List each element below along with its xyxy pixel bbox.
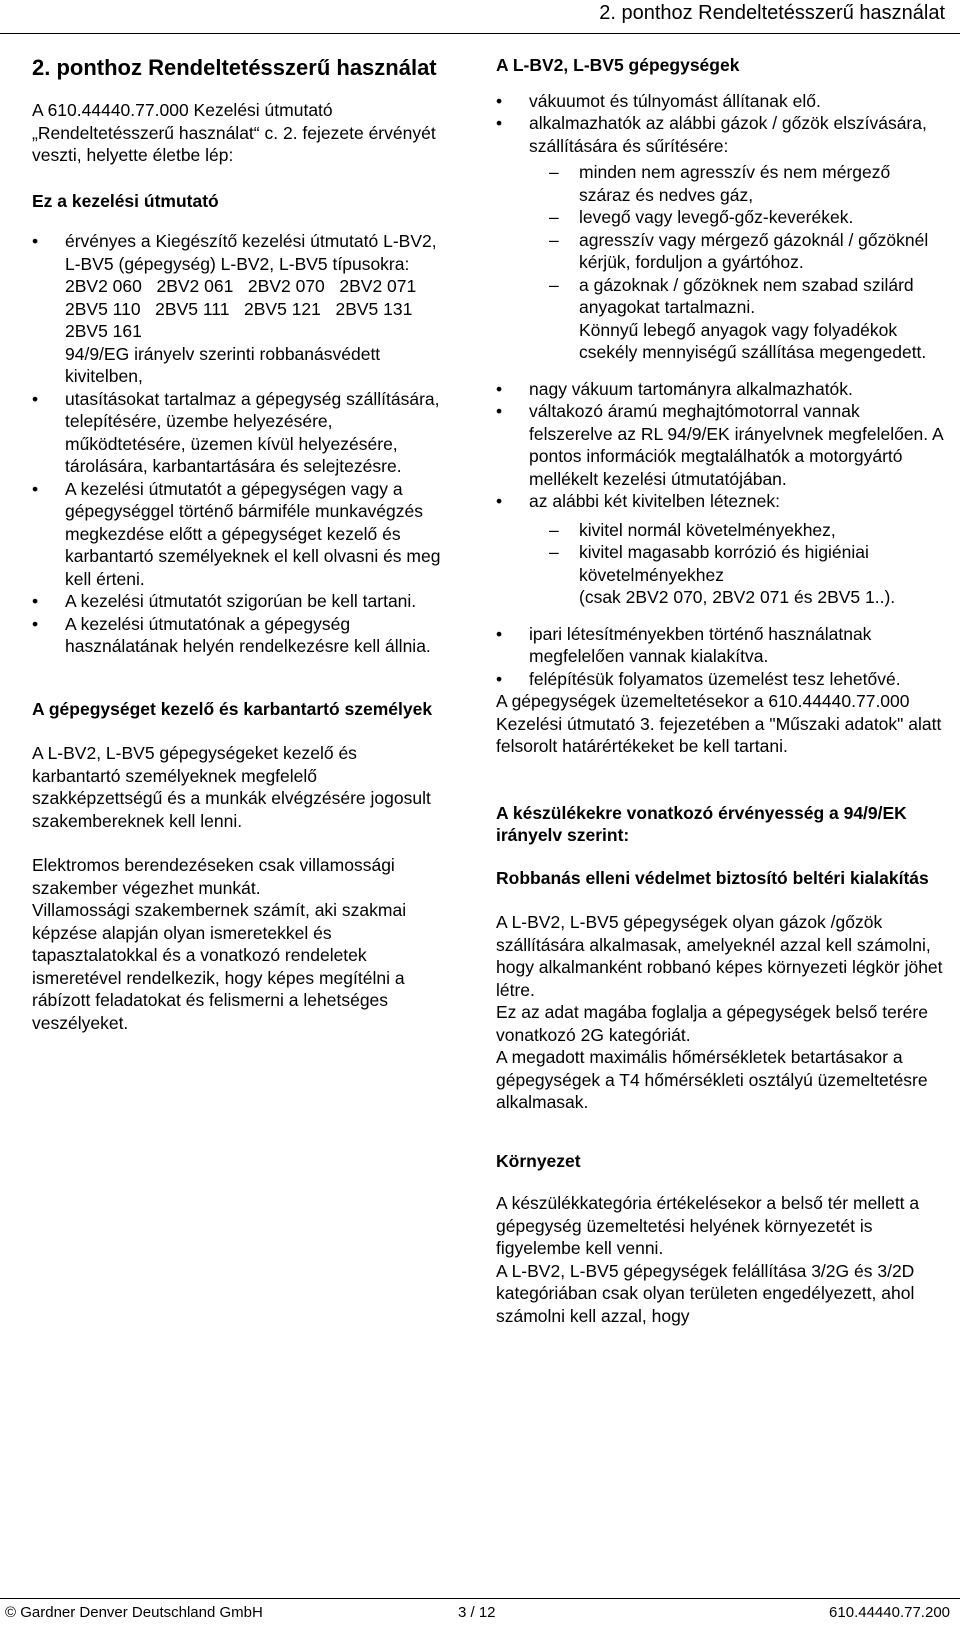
reference-paragraph: A 610.44440.77.000 Kezelési útmutató „Rendeltetésszerű használat“ c. 2. fejezete érvényét veszti, helyette életbe lép: bbox=[32, 100, 436, 165]
list-item: • nagy vákuum tartományra alkalmazhatók. bbox=[496, 378, 946, 401]
dash-item bbox=[549, 541, 946, 609]
dash-item bbox=[549, 274, 946, 364]
directive-text: 94/9/EG irányelv szerinti robbanásvédett kivitelben, bbox=[65, 343, 381, 386]
dash-item: – agresszív vagy mérgező gázoknál / gőzöknél kérjük, forduljon a gyártóhoz. bbox=[549, 229, 946, 274]
footer-page-number: 3 / 12 bbox=[458, 1604, 496, 1621]
bullet-text: az alábbi két kivitelben léteznek: bbox=[529, 491, 780, 511]
list-item: • utasításokat tartalmaz a gépegység szállítására, telepítésére, üzembe helyezésére, működtetésére, üzemen kívül helyezésére, tárolására, karbantartására és selejtezésre. bbox=[32, 388, 447, 478]
footer-company: © Gardner Denver Deutschland GmbH bbox=[5, 1604, 263, 1621]
explosion-paragraph-3: A megadott maximális hőmérsékletek betartásakor a gépegységek a T4 hőmérsékleti osztályú üzemeltetésre alkalmasak. bbox=[496, 1047, 928, 1112]
electrical-paragraph: Elektromos berendezéseken csak villamossági szakember végezhet munkát. bbox=[32, 855, 395, 898]
dash-continuation: Könnyű lebegő anyagok vagy folyadékok csekély mennyiségű szállítása megengedett. bbox=[579, 319, 927, 362]
bullet-text: érvényes a Kiegészítő kezelési útmutató L-BV2, L-BV5 (gépegység) L-BV2, L-BV5 típusokra: bbox=[65, 231, 437, 274]
dash-item: – kivitel normál követelményekhez, bbox=[549, 519, 946, 542]
type-codes-1: 2BV2 060 2BV2 061 2BV2 070 2BV2 071 bbox=[65, 276, 417, 296]
manual-bullet-list bbox=[32, 230, 447, 658]
dash-text: kivitel magasabb korrózió és higiéniai követelményekhez bbox=[579, 542, 869, 585]
list-item: • A kezelési útmutatót szigorúan be kell tartani. bbox=[32, 590, 447, 613]
type-codes-2: 2BV5 110 2BV5 111 2BV5 121 2BV5 131 bbox=[65, 298, 413, 319]
dash-text: a gázoknak / gőzöknek nem szabad szilárd anyagokat tartalmazni. bbox=[579, 274, 914, 317]
personnel-heading: A gépegységet kezelő és karbantartó személyek bbox=[32, 698, 433, 719]
list-item: • felépítésük folyamatos üzemelést tesz lehetővé. bbox=[496, 668, 946, 691]
left-column bbox=[32, 54, 447, 1034]
version-dash-list bbox=[529, 519, 946, 609]
list-item: • A kezelési útmutatónak a gépegység használatának helyén rendelkezésre kell állnia. bbox=[32, 613, 447, 658]
dash-note: (csak 2BV2 070, 2BV2 071 és 2BV5 1..). bbox=[579, 587, 896, 607]
units-bullet-list bbox=[496, 90, 946, 691]
right-column bbox=[496, 54, 946, 1327]
list-item bbox=[496, 112, 946, 364]
list-item bbox=[32, 230, 447, 388]
list-item bbox=[496, 490, 946, 609]
units-heading: A L-BV2, L-BV5 gépegységek bbox=[496, 55, 740, 75]
dash-item: – minden nem agresszív és nem mérgező száraz és nedves gáz, bbox=[549, 161, 946, 206]
bullet-text: alkalmazhatók az alábbi gázok / gőzök elszívására, szállítására és sűrítésére: bbox=[529, 113, 927, 156]
footer-document-number: 610.44440.77.200 bbox=[829, 1604, 950, 1621]
gas-dash-list bbox=[529, 161, 946, 364]
list-item: • ipari létesítményekben történő használatnak megfelelően vannak kialakítva. bbox=[496, 623, 946, 668]
footer-rule bbox=[0, 1598, 960, 1599]
list-item: • váltakozó áramú meghajtómotorral vannak felszerelve az RL 94/9/EK irányelvnek megfelelően. A pontos információk megtalálhatók a motorgyártó mellékelt kezelési útmutatójában. bbox=[496, 400, 946, 490]
explosion-heading: Robbanás elleni védelmet biztosító beltéri kialakítás bbox=[496, 867, 929, 888]
explosion-paragraph-2: Ez az adat magába foglalja a gépegységek belső terére vonatkozó 2G kategóriát. bbox=[496, 1002, 928, 1045]
environment-paragraph-2: A L-BV2, L-BV5 gépegységek felállítása 3/2G és 3/2D kategóriában csak olyan területen engedélyezett, ahol számolni kell azzal, hogy bbox=[496, 1260, 915, 1326]
section-title: 2. ponthoz Rendeltetésszerű használat bbox=[32, 55, 437, 80]
dash-item: – levegő vagy levegő-gőz-keverékek. bbox=[549, 206, 946, 229]
running-header: 2. ponthoz Rendeltetésszerű használat bbox=[599, 2, 945, 24]
type-codes-3: 2BV5 161 bbox=[65, 321, 142, 341]
list-item: • vákuumot és túlnyomást állítanak elő. bbox=[496, 90, 946, 113]
electrician-definition: Villamossági szakembernek számít, aki szakmai képzése alapján olyan ismeretekkel és tapasztalatokkal és a vonatkozó rendeletek ismeretével rendelkezik, hogy képes megítélni a rábízott feladatokat és felismerni a lehetséges veszélyeket. bbox=[32, 900, 407, 1033]
validity-heading: A készülékekre vonatkozó érvényesség a 94/9/EK irányelv szerint: bbox=[496, 802, 907, 845]
list-item: • A kezelési útmutatót a gépegységen vagy a gépegységgel történő bármiféle munkavégzés megkezdése előtt a gépegységet kezelő és karbantartó személyeknek el kell olvasni és meg kell érteni. bbox=[32, 478, 447, 591]
header-rule bbox=[0, 33, 960, 34]
personnel-paragraph: A L-BV2, L-BV5 gépegységeket kezelő és karbantartó személyeknek megfelelő szakképzettségű és a munkák elvégzésére jogosult szakembereknek kell lenni. bbox=[32, 743, 431, 831]
manual-heading: Ez a kezelési útmutató bbox=[32, 190, 219, 211]
explosion-paragraph-1: A L-BV2, L-BV5 gépegységek olyan gázok /gőzök szállítására alkalmasak, amelyeknél azzal kell számolni, hogy alkalmanként robbanó képes környezeti légkör jöhet létre. bbox=[496, 912, 943, 1000]
operation-paragraph: A gépegységek üzemeltetésekor a 610.44440.77.000 Kezelési útmutató 3. fejezetében a "Műszaki adatok" alatt felsorolt határértékeket be kell tartani. bbox=[496, 691, 942, 756]
page-header bbox=[0, 0, 960, 40]
environment-paragraph-1: A készülékkategória értékelésekor a belső tér mellett a gépegység üzemeltetési helyének környezetét is figyelembe kell venni. bbox=[496, 1193, 920, 1258]
environment-heading: Környezet bbox=[496, 1150, 581, 1171]
